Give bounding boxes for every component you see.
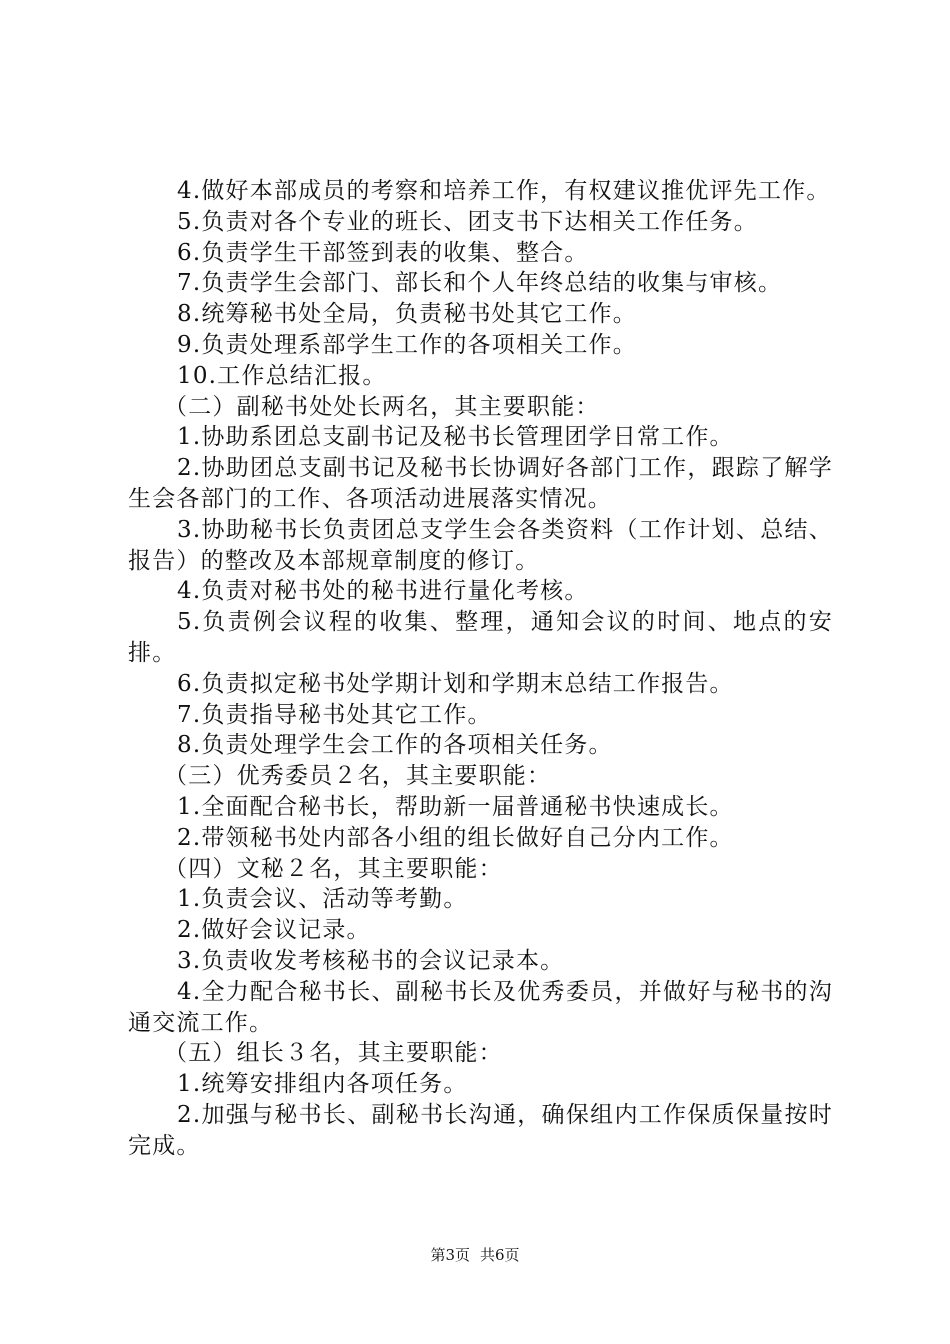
paragraph-item-9: 9.负责处理系部学生工作的各项相关工作。 xyxy=(177,331,637,358)
paragraph-item: 8.负责处理学生会工作的各项相关任务。 xyxy=(177,732,613,759)
paragraph-item: 1.全面配合秘书长，帮助新一届普通秘书快速成长。 xyxy=(177,793,734,820)
section-heading-5: （五）组长３名，其主要职能： xyxy=(164,1040,503,1067)
page-footer xyxy=(0,1245,950,1265)
paragraph-item: 6.负责拟定秘书处学期计划和学期末总结工作报告。 xyxy=(177,670,734,697)
paragraph-item-10: 10.工作总结汇报。 xyxy=(177,362,387,389)
page-total: 共6页 xyxy=(480,1246,520,1264)
paragraph-item: 3.协助秘书长负责团总支学生会各类资料（工作计划、总结、报告）的整改及本部规章制度的修订。 xyxy=(128,516,833,574)
paragraph-item-8: 8.统筹秘书处全局，负责秘书处其它工作。 xyxy=(177,301,637,328)
paragraph-item: 1.负责会议、活动等考勤。 xyxy=(177,886,468,913)
page-number: 第3页 xyxy=(430,1246,470,1264)
paragraph-item: 4.负责对秘书处的秘书进行量化考核。 xyxy=(177,578,589,605)
section-heading-3: （三）优秀委员２名，其主要职能： xyxy=(164,763,552,790)
section-heading-4: （四）文秘２名，其主要职能： xyxy=(164,855,503,882)
paragraph-item-4: 4.做好本部成员的考察和培养工作，有权建议推优评先工作。 xyxy=(177,178,831,204)
paragraph-item: 2.做好会议记录。 xyxy=(177,917,371,944)
paragraph-item: 7.负责指导秘书处其它工作。 xyxy=(177,701,492,728)
paragraph-item-6: 6.负责学生干部签到表的收集、整合。 xyxy=(177,239,589,266)
document-body xyxy=(128,176,833,1162)
paragraph-item: 2.加强与秘书长、副秘书长沟通，确保组内工作保质保量按时完成。 xyxy=(128,1101,833,1159)
paragraph-item: 1.协助系团总支副书记及秘书长管理团学日常工作。 xyxy=(177,424,734,451)
paragraph-item: 3.负责收发考核秘书的会议记录本。 xyxy=(177,947,565,974)
paragraph-item: 5.负责例会议程的收集、整理，通知会议的时间、地点的安排。 xyxy=(128,609,833,666)
paragraph-item: 2.带领秘书处内部各小组的组长做好自己分内工作。 xyxy=(177,824,734,851)
paragraph-item: 4.全力配合秘书长、副秘书长及优秀委员，并做好与秘书的沟通交流工作。 xyxy=(128,978,833,1036)
paragraph-item: 2.协助团总支副书记及秘书长协调好各部门工作，跟踪了解学生会各部门的工作、各项活动进展落实情况。 xyxy=(128,455,833,512)
section-heading-2: （二）副秘书处处长两名，其主要职能： xyxy=(164,393,600,420)
paragraph-item-5: 5.负责对各个专业的班长、团支书下达相关工作任务。 xyxy=(177,208,758,235)
paragraph-item: 1.统筹安排组内各项任务。 xyxy=(177,1071,468,1098)
paragraph-item-7: 7.负责学生会部门、部长和个人年终总结的收集与审核。 xyxy=(177,270,783,297)
